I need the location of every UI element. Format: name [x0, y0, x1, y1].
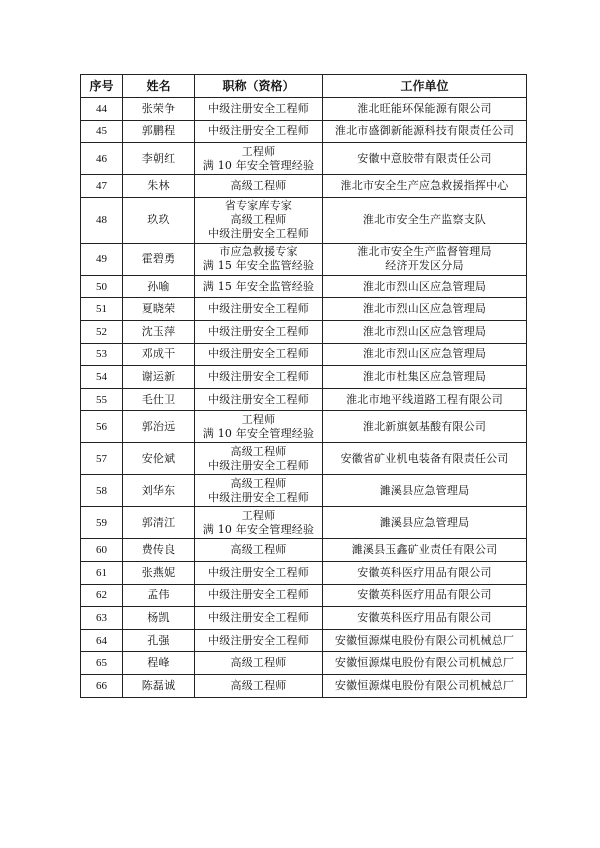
title-line: 满 15 年安全监管经验: [202, 259, 315, 273]
cell-name: 孔强: [123, 629, 195, 652]
title-line: 中级注册安全工程师: [208, 610, 309, 624]
title-line: 中级注册安全工程师: [208, 392, 309, 406]
table-row: [81, 443, 527, 475]
cell-no: 56: [81, 411, 123, 443]
unit-line: 安徽恒源煤电股份有限公司机械总厂: [334, 656, 515, 670]
title-line: 中级注册安全工程师: [208, 565, 309, 579]
cell-name: 霍碧勇: [123, 243, 195, 275]
cell-title: [195, 343, 323, 366]
table-row: [81, 607, 527, 630]
cell-name: 郭治远: [123, 411, 195, 443]
table-row: [81, 539, 527, 562]
unit-line: 安徽中意胶带有限责任公司: [357, 151, 492, 165]
table-row: [81, 629, 527, 652]
cell-name: 郭清江: [123, 507, 195, 539]
unit-line: 淮北市杜集区应急管理局: [362, 369, 487, 383]
header-title: 职称（资格）: [195, 75, 323, 98]
unit-line: 淮北市安全生产应急救援指挥中心: [340, 178, 509, 192]
title-line: 中级注册安全工程师: [208, 124, 309, 138]
cell-title: [195, 561, 323, 584]
title-line: 高级工程师: [230, 213, 287, 227]
table-row: [81, 584, 527, 607]
title-line: 满 15 年安全监管经验: [202, 279, 315, 293]
title-line: 中级注册安全工程师: [208, 302, 309, 316]
unit-line: 淮北市烈山区应急管理局: [362, 279, 487, 293]
cell-no: 52: [81, 320, 123, 343]
title-line: 工程师: [241, 508, 276, 522]
cell-name: 程峰: [123, 652, 195, 675]
cell-title: [195, 120, 323, 143]
cell-name: 夏晓荣: [123, 298, 195, 321]
cell-no: 55: [81, 388, 123, 411]
unit-line: 淮北市烈山区应急管理局: [362, 302, 487, 316]
table-row: [81, 674, 527, 697]
title-line: 中级注册安全工程师: [208, 490, 309, 504]
title-line: 中级注册安全工程师: [208, 633, 309, 647]
cell-no: 65: [81, 652, 123, 675]
cell-unit: [323, 143, 527, 175]
cell-unit: [323, 320, 527, 343]
cell-unit: [323, 120, 527, 143]
title-line: 高级工程师: [230, 444, 287, 458]
cell-no: 50: [81, 275, 123, 298]
cell-name: 陈磊诚: [123, 674, 195, 697]
cell-unit: [323, 298, 527, 321]
unit-line: 淮北旺能环保能源有限公司: [357, 101, 492, 115]
cell-name: 郭鹏程: [123, 120, 195, 143]
cell-unit: [323, 243, 527, 275]
title-line: 中级注册安全工程师: [208, 227, 309, 241]
table-row: [81, 197, 527, 243]
cell-no: 48: [81, 197, 123, 243]
unit-line: 安徽恒源煤电股份有限公司机械总厂: [334, 633, 515, 647]
cell-name: 玖玖: [123, 197, 195, 243]
table-row: [81, 366, 527, 389]
unit-line: 淮北市地平线道路工程有限公司: [346, 392, 503, 406]
cell-no: 64: [81, 629, 123, 652]
cell-name: 费传良: [123, 539, 195, 562]
table-body: [81, 98, 527, 698]
cell-title: [195, 443, 323, 475]
cell-name: 朱林: [123, 175, 195, 198]
cell-no: 53: [81, 343, 123, 366]
cell-unit: [323, 343, 527, 366]
table-row: [81, 275, 527, 298]
cell-title: [195, 98, 323, 121]
cell-name: 谢运新: [123, 366, 195, 389]
cell-no: 51: [81, 298, 123, 321]
cell-title: [195, 652, 323, 675]
title-line: 工程师: [241, 144, 276, 158]
unit-line: 濉溪县应急管理局: [379, 515, 470, 529]
cell-title: [195, 143, 323, 175]
title-line: 满 10 年安全管理经验: [202, 426, 315, 440]
unit-line: 淮北市烈山区应急管理局: [362, 347, 487, 361]
table-row: [81, 343, 527, 366]
unit-line: 安徽英科医疗用品有限公司: [357, 565, 492, 579]
cell-unit: [323, 98, 527, 121]
expert-roster-table: [80, 74, 527, 698]
title-line: 市应急救援专家: [219, 245, 298, 259]
title-line: 工程师: [241, 412, 276, 426]
table-row: [81, 561, 527, 584]
title-line: 高级工程师: [230, 476, 287, 490]
cell-title: [195, 584, 323, 607]
title-line: 高级工程师: [230, 178, 287, 192]
cell-title: [195, 197, 323, 243]
unit-line: 安徽英科医疗用品有限公司: [357, 588, 492, 602]
unit-line: 安徽恒源煤电股份有限公司机械总厂: [334, 678, 515, 692]
cell-unit: [323, 197, 527, 243]
cell-unit: [323, 175, 527, 198]
cell-no: 47: [81, 175, 123, 198]
unit-line: 濉溪县应急管理局: [379, 483, 470, 497]
cell-unit: [323, 475, 527, 507]
unit-line: 淮北市烈山区应急管理局: [362, 324, 487, 338]
cell-name: 邓成干: [123, 343, 195, 366]
cell-no: 63: [81, 607, 123, 630]
header-unit: 工作单位: [323, 75, 527, 98]
title-line: 高级工程师: [230, 543, 287, 557]
title-line: 中级注册安全工程师: [208, 101, 309, 115]
unit-line: 淮北市安全生产监督管理局: [357, 245, 492, 259]
cell-title: [195, 475, 323, 507]
cell-unit: [323, 411, 527, 443]
cell-title: [195, 411, 323, 443]
cell-title: [195, 607, 323, 630]
cell-unit: [323, 539, 527, 562]
table-row: [81, 98, 527, 121]
title-line: 省专家库专家: [224, 199, 293, 213]
cell-name: 杨凯: [123, 607, 195, 630]
cell-name: 孙喻: [123, 275, 195, 298]
cell-title: [195, 320, 323, 343]
unit-line: 安徽省矿业机电装备有限责任公司: [340, 451, 509, 465]
cell-unit: [323, 388, 527, 411]
cell-unit: [323, 366, 527, 389]
table-row: [81, 320, 527, 343]
unit-line: 安徽英科医疗用品有限公司: [357, 610, 492, 624]
table-row: [81, 298, 527, 321]
cell-name: 张荣争: [123, 98, 195, 121]
cell-title: [195, 388, 323, 411]
title-line: 高级工程师: [230, 656, 287, 670]
cell-no: 57: [81, 443, 123, 475]
cell-unit: [323, 607, 527, 630]
header-no: 序号: [81, 75, 123, 98]
cell-no: 54: [81, 366, 123, 389]
cell-title: [195, 275, 323, 298]
cell-no: 58: [81, 475, 123, 507]
title-line: 中级注册安全工程师: [208, 369, 309, 383]
table-row: [81, 411, 527, 443]
cell-title: [195, 674, 323, 697]
cell-name: 毛仕卫: [123, 388, 195, 411]
header-name: 姓名: [123, 75, 195, 98]
cell-title: [195, 539, 323, 562]
cell-unit: [323, 674, 527, 697]
title-line: 中级注册安全工程师: [208, 588, 309, 602]
table-header-row: [81, 75, 527, 98]
cell-no: 49: [81, 243, 123, 275]
table-row: [81, 175, 527, 198]
cell-title: [195, 507, 323, 539]
cell-name: 孟伟: [123, 584, 195, 607]
cell-unit: [323, 629, 527, 652]
table-row: [81, 243, 527, 275]
unit-line: 濉溪县玉鑫矿业责任有限公司: [351, 543, 498, 557]
cell-name: 刘华东: [123, 475, 195, 507]
cell-no: 66: [81, 674, 123, 697]
title-line: 中级注册安全工程师: [208, 458, 309, 472]
title-line: 满 10 年安全管理经验: [202, 158, 315, 172]
cell-no: 60: [81, 539, 123, 562]
cell-title: [195, 629, 323, 652]
table-row: [81, 507, 527, 539]
table-row: [81, 652, 527, 675]
unit-line: 淮北市安全生产监察支队: [362, 213, 487, 227]
cell-no: 46: [81, 143, 123, 175]
unit-line: 淮北新旗氨基酸有限公司: [362, 419, 487, 433]
title-line: 中级注册安全工程师: [208, 324, 309, 338]
cell-no: 61: [81, 561, 123, 584]
table-row: [81, 388, 527, 411]
cell-name: 沈玉萍: [123, 320, 195, 343]
cell-unit: [323, 561, 527, 584]
cell-no: 59: [81, 507, 123, 539]
unit-line: 淮北市盛御新能源科技有限责任公司: [334, 124, 515, 138]
cell-unit: [323, 507, 527, 539]
cell-name: 张燕妮: [123, 561, 195, 584]
cell-no: 44: [81, 98, 123, 121]
cell-name: 李朝红: [123, 143, 195, 175]
cell-no: 45: [81, 120, 123, 143]
table-row: [81, 143, 527, 175]
cell-unit: [323, 443, 527, 475]
cell-no: 62: [81, 584, 123, 607]
title-line: 中级注册安全工程师: [208, 347, 309, 361]
cell-unit: [323, 275, 527, 298]
title-line: 满 10 年安全管理经验: [202, 522, 315, 536]
cell-title: [195, 298, 323, 321]
cell-name: 安伦斌: [123, 443, 195, 475]
cell-unit: [323, 652, 527, 675]
cell-title: [195, 243, 323, 275]
unit-line: 经济开发区分局: [385, 259, 464, 273]
cell-unit: [323, 584, 527, 607]
table-row: [81, 120, 527, 143]
title-line: 高级工程师: [230, 678, 287, 692]
cell-title: [195, 175, 323, 198]
cell-title: [195, 366, 323, 389]
table-row: [81, 475, 527, 507]
